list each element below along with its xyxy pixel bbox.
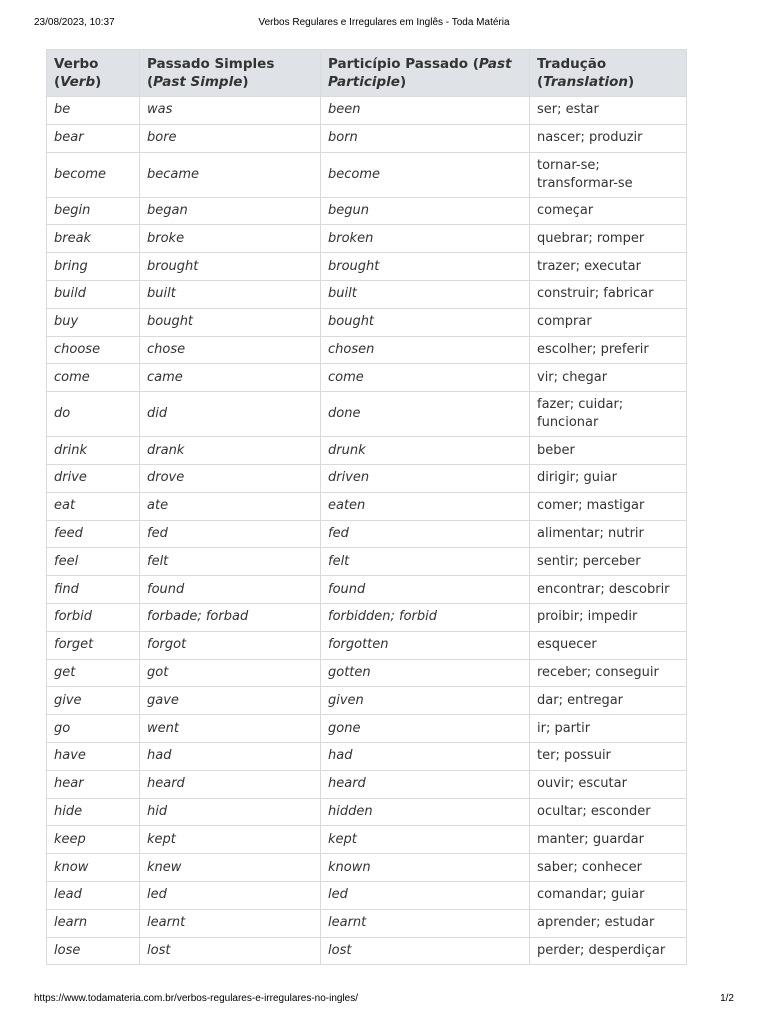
header-past-participle-label: Particípio Passado ( — [328, 56, 479, 72]
table-row — [47, 909, 687, 937]
table-row — [47, 603, 687, 631]
table-row — [47, 687, 687, 715]
table-row — [47, 124, 687, 152]
table-cell-past-participle: known — [321, 854, 530, 882]
table-row — [47, 937, 687, 965]
table-row — [47, 308, 687, 336]
table-cell-translation: manter; guardar — [530, 826, 687, 854]
table-cell-past-participle: given — [321, 687, 530, 715]
table-cell-translation: comandar; guiar — [530, 881, 687, 909]
table-cell-translation: escolher; preferir — [530, 336, 687, 364]
table-body — [47, 97, 687, 965]
table-cell-translation: ocultar; esconder — [530, 798, 687, 826]
page-number: 1/2 — [720, 993, 734, 1004]
table-cell-past-participle: brought — [321, 253, 530, 281]
table-cell-past-simple: gave — [140, 687, 321, 715]
table-cell-past-participle: kept — [321, 826, 530, 854]
table-cell-past-simple: bore — [140, 124, 321, 152]
table-cell-past-simple: forgot — [140, 631, 321, 659]
table-cell-past-participle: done — [321, 392, 530, 437]
table-row — [47, 492, 687, 520]
table-row — [47, 548, 687, 576]
table-cell-past-participle: fed — [321, 520, 530, 548]
table-cell-translation: comer; mastigar — [530, 492, 687, 520]
table-cell-translation: encontrar; descobrir — [530, 576, 687, 604]
table-cell-past-simple: led — [140, 881, 321, 909]
table-cell-verb: go — [47, 715, 140, 743]
table-row — [47, 659, 687, 687]
table-cell-past-simple: built — [140, 280, 321, 308]
table-header-row — [47, 50, 687, 97]
header-translation — [530, 50, 687, 97]
table-cell-verb: get — [47, 659, 140, 687]
table-row — [47, 576, 687, 604]
table-row — [47, 854, 687, 882]
table-cell-verb: feel — [47, 548, 140, 576]
table-cell-translation: esquecer — [530, 631, 687, 659]
table-cell-translation: tornar-se; transformar-se — [530, 152, 687, 197]
header-translation-close: ) — [628, 74, 635, 90]
table-cell-verb: come — [47, 364, 140, 392]
table-row — [47, 742, 687, 770]
table-cell-verb: eat — [47, 492, 140, 520]
table-cell-past-participle: built — [321, 280, 530, 308]
header-verb — [47, 50, 140, 97]
table-cell-verb: begin — [47, 197, 140, 225]
table-cell-translation: ser; estar — [530, 97, 687, 125]
header-past-simple — [140, 50, 321, 97]
table-cell-past-simple: went — [140, 715, 321, 743]
table-cell-past-participle: hidden — [321, 798, 530, 826]
table-cell-verb: know — [47, 854, 140, 882]
table-cell-past-simple: broke — [140, 225, 321, 253]
table-cell-past-participle: born — [321, 124, 530, 152]
table-cell-past-simple: kept — [140, 826, 321, 854]
table-cell-translation: começar — [530, 197, 687, 225]
table-cell-verb: do — [47, 392, 140, 437]
table-cell-verb: lose — [47, 937, 140, 965]
table-cell-translation: comprar — [530, 308, 687, 336]
table-cell-past-simple: did — [140, 392, 321, 437]
table-cell-verb: keep — [47, 826, 140, 854]
table-cell-past-participle: forgotten — [321, 631, 530, 659]
table-cell-translation: dar; entregar — [530, 687, 687, 715]
table-cell-verb: forbid — [47, 603, 140, 631]
table-row — [47, 197, 687, 225]
table-cell-verb: be — [47, 97, 140, 125]
header-past-simple-close: ) — [242, 74, 249, 90]
table-cell-verb: bear — [47, 124, 140, 152]
header-verb-label: Verbo ( — [54, 56, 99, 90]
header-past-participle-close: ) — [399, 74, 407, 90]
table-cell-verb: buy — [47, 308, 140, 336]
table-cell-past-participle: felt — [321, 548, 530, 576]
header-translation-english: Translation — [543, 74, 629, 90]
table-row — [47, 253, 687, 281]
header-past-simple-english: Past Simple — [153, 74, 243, 90]
table-cell-verb: drive — [47, 464, 140, 492]
table-cell-past-simple: was — [140, 97, 321, 125]
table-cell-past-simple: drove — [140, 464, 321, 492]
table-cell-translation: receber; conseguir — [530, 659, 687, 687]
table-cell-past-participle: come — [321, 364, 530, 392]
table-row — [47, 392, 687, 437]
table-cell-past-simple: chose — [140, 336, 321, 364]
table-cell-verb: hear — [47, 770, 140, 798]
table-cell-verb: choose — [47, 336, 140, 364]
table-row — [47, 280, 687, 308]
table-cell-verb: become — [47, 152, 140, 197]
table-cell-past-simple: found — [140, 576, 321, 604]
table-cell-past-simple: fed — [140, 520, 321, 548]
table-cell-translation: quebrar; romper — [530, 225, 687, 253]
header-past-participle — [321, 50, 530, 97]
table-cell-past-participle: learnt — [321, 909, 530, 937]
table-row — [47, 152, 687, 197]
table-cell-past-participle: gotten — [321, 659, 530, 687]
table-cell-verb: find — [47, 576, 140, 604]
table-cell-past-simple: had — [140, 742, 321, 770]
table-row — [47, 798, 687, 826]
table-cell-past-simple: forbade; forbad — [140, 603, 321, 631]
irregular-verbs-table — [46, 49, 687, 965]
table-row — [47, 97, 687, 125]
table-cell-past-simple: felt — [140, 548, 321, 576]
table-row — [47, 881, 687, 909]
table-row — [47, 770, 687, 798]
table-cell-translation: proibir; impedir — [530, 603, 687, 631]
table-cell-translation: vir; chegar — [530, 364, 687, 392]
table-cell-verb: learn — [47, 909, 140, 937]
table-cell-past-participle: had — [321, 742, 530, 770]
table-cell-translation: alimentar; nutrir — [530, 520, 687, 548]
table-cell-past-participle: become — [321, 152, 530, 197]
header-verb-english: Verb — [60, 74, 96, 90]
table-row — [47, 826, 687, 854]
table-row — [47, 336, 687, 364]
table-row — [47, 437, 687, 465]
header-translation-label: Tradução ( — [537, 56, 607, 90]
table-cell-past-participle: driven — [321, 464, 530, 492]
print-footer — [34, 993, 734, 1007]
table-cell-past-participle: eaten — [321, 492, 530, 520]
table-cell-translation: perder; desperdiçar — [530, 937, 687, 965]
table-cell-past-participle: broken — [321, 225, 530, 253]
table-cell-verb: hide — [47, 798, 140, 826]
table-cell-past-simple: hid — [140, 798, 321, 826]
table-cell-past-participle: led — [321, 881, 530, 909]
print-datetime: 23/08/2023, 10:37 — [34, 17, 115, 28]
table-cell-verb: drink — [47, 437, 140, 465]
header-past-participle-english: Past Participle — [328, 56, 512, 90]
table-row — [47, 464, 687, 492]
table-cell-translation: ir; partir — [530, 715, 687, 743]
table-cell-translation: fazer; cuidar; funcionar — [530, 392, 687, 437]
table-cell-verb: lead — [47, 881, 140, 909]
table-cell-past-participle: lost — [321, 937, 530, 965]
table-cell-translation: trazer; executar — [530, 253, 687, 281]
table-cell-past-simple: began — [140, 197, 321, 225]
table-cell-translation: aprender; estudar — [530, 909, 687, 937]
table-cell-past-simple: got — [140, 659, 321, 687]
table-cell-past-simple: learnt — [140, 909, 321, 937]
table-cell-past-participle: bought — [321, 308, 530, 336]
table-cell-translation: construir; fabricar — [530, 280, 687, 308]
table-cell-translation: saber; conhecer — [530, 854, 687, 882]
header-past-simple-label: Passado Simples ( — [147, 56, 275, 90]
table-cell-verb: feed — [47, 520, 140, 548]
table-cell-verb: have — [47, 742, 140, 770]
page-url: https://www.todamateria.com.br/verbos-regulares-e-irregulares-no-ingles/ — [34, 993, 359, 1004]
table-cell-past-simple: drank — [140, 437, 321, 465]
table-row — [47, 715, 687, 743]
table-cell-past-participle: gone — [321, 715, 530, 743]
table-cell-translation: sentir; perceber — [530, 548, 687, 576]
table-row — [47, 225, 687, 253]
header-verb-close: ) — [95, 74, 102, 90]
table-cell-translation: dirigir; guiar — [530, 464, 687, 492]
table-cell-past-simple: lost — [140, 937, 321, 965]
table-row — [47, 631, 687, 659]
table-cell-past-participle: drunk — [321, 437, 530, 465]
table-row — [47, 520, 687, 548]
table-cell-translation: beber — [530, 437, 687, 465]
print-page-title: Verbos Regulares e Irregulares em Inglês - Toda Matéria — [258, 17, 510, 28]
table-cell-past-simple: came — [140, 364, 321, 392]
table-cell-past-simple: knew — [140, 854, 321, 882]
table-cell-verb: break — [47, 225, 140, 253]
table-cell-translation: ouvir; escutar — [530, 770, 687, 798]
table-cell-verb: build — [47, 280, 140, 308]
table-cell-verb: forget — [47, 631, 140, 659]
table-cell-past-participle: been — [321, 97, 530, 125]
table-cell-verb: bring — [47, 253, 140, 281]
print-header — [34, 17, 734, 31]
table-cell-verb: give — [47, 687, 140, 715]
table-cell-past-simple: brought — [140, 253, 321, 281]
table-cell-past-simple: heard — [140, 770, 321, 798]
table-cell-past-participle: forbidden; forbid — [321, 603, 530, 631]
table-cell-translation: ter; possuir — [530, 742, 687, 770]
table-cell-past-simple: ate — [140, 492, 321, 520]
table-cell-translation: nascer; produzir — [530, 124, 687, 152]
table-cell-past-participle: begun — [321, 197, 530, 225]
table-cell-past-participle: found — [321, 576, 530, 604]
table-cell-past-simple: bought — [140, 308, 321, 336]
table-cell-past-simple: became — [140, 152, 321, 197]
table-cell-past-participle: chosen — [321, 336, 530, 364]
table-row — [47, 364, 687, 392]
table-cell-past-participle: heard — [321, 770, 530, 798]
